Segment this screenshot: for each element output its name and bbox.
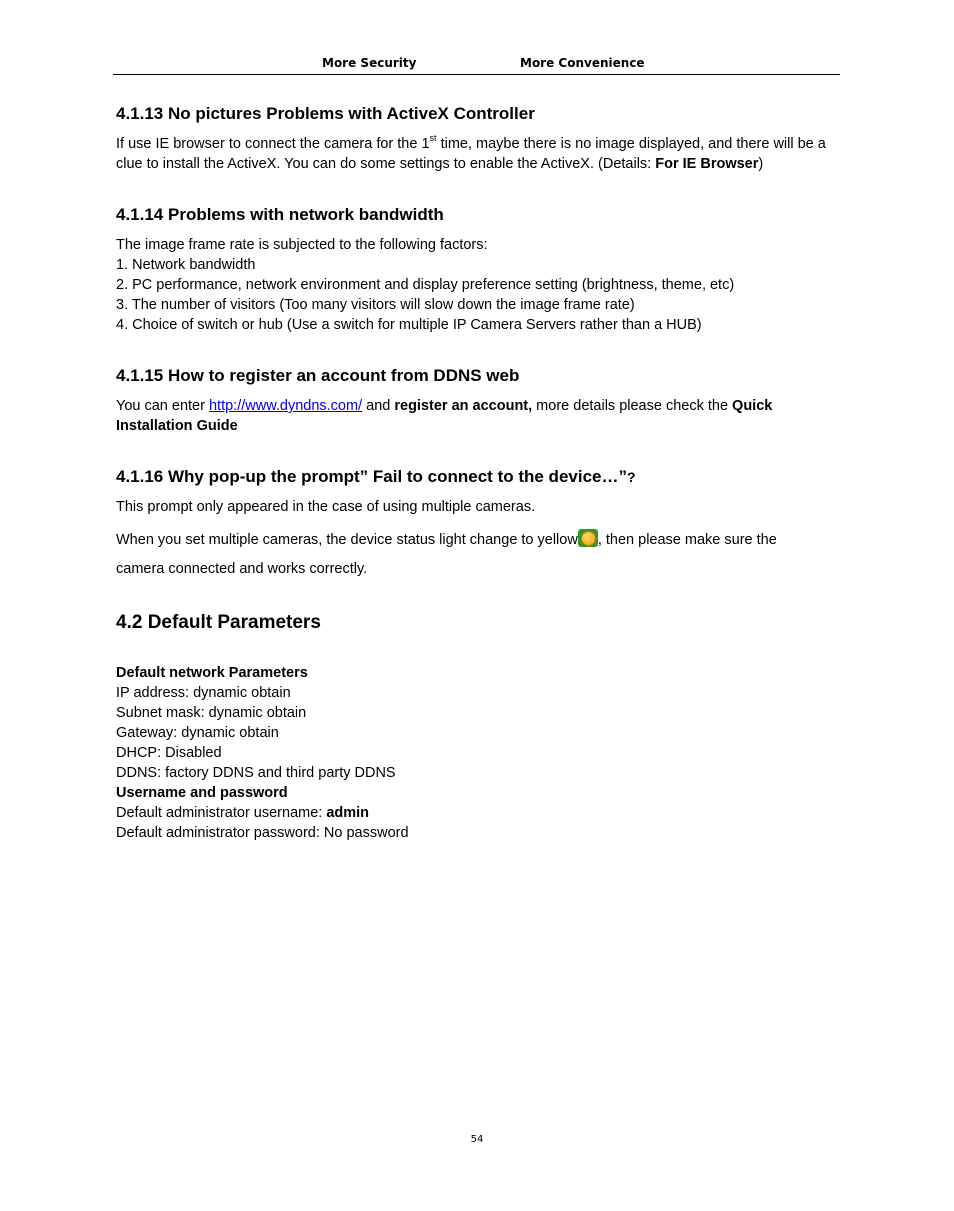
paragraph-text: ) <box>758 156 764 172</box>
section-4-1-16 <box>116 466 840 579</box>
page-number: 54 <box>470 1134 484 1145</box>
paragraph-text: time, maybe there is no image displayed, and there will be a clue to install the ActiveX. You can do some settings to enable the ActiveX. (Details: <box>116 136 826 172</box>
paragraph-text: and <box>362 398 395 414</box>
heading-text: 4.1.16 Why pop-up the prompt” Fail to connect to the device…” <box>116 467 627 486</box>
paragraph-text: When you set multiple cameras, the device status light change to yellow <box>116 532 578 548</box>
list-item <box>116 803 840 823</box>
section-paragraph <box>116 396 840 436</box>
list-item: Gateway: dynamic obtain <box>116 725 279 741</box>
section-heading <box>116 466 840 488</box>
section-heading: 4.1.13 No pictures Problems with ActiveX Controller <box>116 104 535 123</box>
section-4-2 <box>116 611 840 843</box>
section-4-1-14 <box>116 204 840 335</box>
factor-list <box>116 235 840 335</box>
yellow-status-light-icon <box>578 529 598 547</box>
list-item: Default administrator password: No password <box>116 825 409 841</box>
subheading: Username and password <box>116 785 288 801</box>
paragraph-text: If use IE browser to connect the camera for the 1 <box>116 136 430 152</box>
section-heading: 4.1.14 Problems with network bandwidth <box>116 205 444 224</box>
page-header <box>113 54 840 75</box>
dyndns-link[interactable]: http://www.dyndns.com/ <box>208 398 363 414</box>
header-right-text: More Convenience <box>520 56 645 70</box>
section-4-1-15 <box>116 365 840 436</box>
item-value: admin <box>326 805 370 821</box>
section-heading: 4.1.15 How to register an account from DDNS web <box>116 366 520 385</box>
page-content <box>116 103 840 843</box>
section-paragraph: camera connected and works correctly. <box>116 561 368 577</box>
bold-text: Quick Installation Guide <box>116 398 773 434</box>
item-label: Default administrator username: <box>116 805 327 821</box>
paragraph-text: more details please check the <box>532 398 733 414</box>
heading-question-mark: ? <box>627 469 636 485</box>
header-left-text: More Security <box>322 56 417 70</box>
section-4-1-13 <box>116 103 840 174</box>
section-heading: 4.2 Default Parameters <box>116 612 321 633</box>
list-item: 3. The number of visitors (Too many visitors will slow down the image frame rate) <box>116 297 635 313</box>
subheading: Default network Parameters <box>116 665 308 681</box>
section-paragraph: This prompt only appeared in the case of using multiple cameras. <box>116 499 536 515</box>
superscript-text: st <box>429 133 437 143</box>
bold-text: register an account, <box>394 398 533 414</box>
list-item: DHCP: Disabled <box>116 745 222 761</box>
list-item: DDNS: factory DDNS and third party DDNS <box>116 765 396 781</box>
paragraph-text: , then please make sure the <box>597 532 777 548</box>
default-parameters-list <box>116 663 840 843</box>
list-item: IP address: dynamic obtain <box>116 685 291 701</box>
section-paragraph <box>116 134 840 174</box>
list-item: 1. Network bandwidth <box>116 257 256 273</box>
section-paragraph <box>116 529 840 550</box>
list-item: 2. PC performance, network environment and display preference setting (brightness, theme, etc) <box>116 277 735 293</box>
list-item: Subnet mask: dynamic obtain <box>116 705 307 721</box>
paragraph-text: You can enter <box>116 398 209 414</box>
list-intro: The image frame rate is subjected to the following factors: <box>116 237 488 253</box>
bold-text: For IE Browser <box>655 156 759 172</box>
list-item: 4. Choice of switch or hub (Use a switch for multiple IP Camera Servers rather than a HUB) <box>116 317 702 333</box>
